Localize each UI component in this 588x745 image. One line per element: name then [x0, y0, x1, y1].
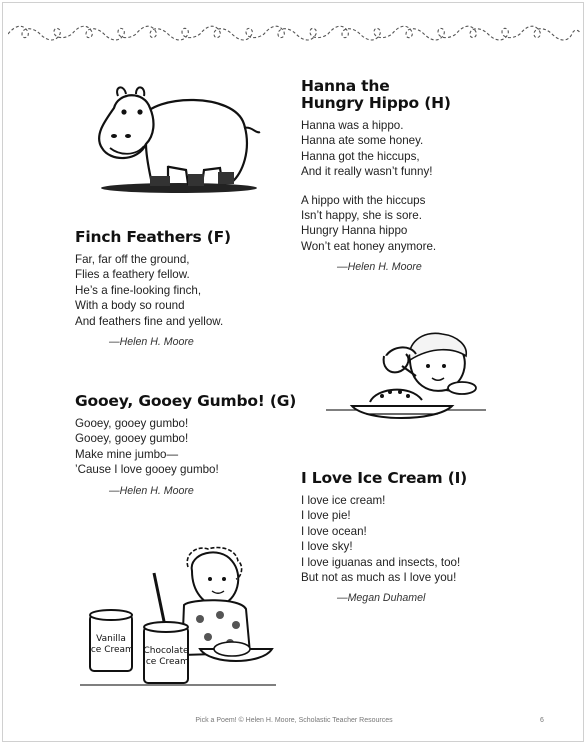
boy-eating-pie-illustration [326, 326, 486, 438]
hippo-illustration [84, 78, 266, 198]
poem-title: Gooey, Gooey Gumbo! (G) [75, 392, 297, 410]
footer-credit: Pick a Poem! © Helen H. Moore, Scholastic Teacher Resources [195, 717, 393, 724]
vanilla-label-line-1: Vanilla [96, 634, 126, 644]
poem-line: Make mine jumbo— [75, 447, 179, 461]
poem-author: —Megan Duhamel [337, 592, 426, 605]
poem-title-line: Hanna the [301, 77, 390, 95]
chocolate-label-line-1: Chocolate [143, 646, 189, 656]
poem-title-line: Hungry Hippo (H) [301, 94, 451, 112]
poem-gooey-gooey-gumbo [75, 393, 296, 497]
poem-i-love-ice-cream [301, 470, 467, 604]
poem-line: Hanna got the hiccups, [301, 149, 420, 163]
poem-author: —Helen H. Moore [109, 336, 194, 349]
page-footer [0, 717, 588, 729]
poem-hanna-the-hungry-hippo [301, 78, 451, 273]
poem-line: Gooey, gooey gumbo! [75, 417, 189, 430]
poem-lines [75, 252, 231, 329]
decorative-top-border [8, 22, 580, 46]
poem-line: I love iguanas and insects, too! [301, 555, 461, 569]
poem-line: Gooey, gooey gumbo! [75, 432, 189, 446]
poem-line: And it really wasn’t funny! [301, 165, 433, 179]
poem-line: I love sky! [301, 540, 353, 554]
poem-line: I love ice cream! [301, 494, 386, 507]
poem-line: I love ocean! [301, 524, 367, 538]
poem-author: —Helen H. Moore [337, 261, 422, 274]
girl-with-ice-cream-illustration [80, 545, 276, 693]
poem-lines [75, 416, 296, 478]
poem-title: Finch Feathers (F) [75, 228, 231, 246]
stanza-gap [301, 180, 451, 193]
vanilla-label-line-2: Ice Cream [88, 645, 134, 655]
poem-line: But not as much as I love you! [301, 571, 457, 585]
poem-title [301, 78, 451, 112]
poem-lines [301, 118, 451, 254]
poem-line: Hanna was a hippo. [301, 119, 404, 132]
poem-line: A hippo with the hiccups [301, 193, 426, 207]
poem-line: Won’t eat honey anymore. [301, 239, 437, 253]
page-number: 6 [540, 717, 544, 724]
poem-line: Far, far off the ground, [75, 253, 190, 266]
poem-line: And feathers fine and yellow. [75, 314, 224, 328]
poem-author: —Helen H. Moore [109, 484, 194, 497]
poem-line: Isn’t happy, she is sore. [301, 209, 422, 223]
poem-line: Hanna ate some honey. [301, 134, 424, 148]
poem-lines [301, 493, 467, 585]
poem-finch-feathers [75, 229, 231, 348]
poem-line: Flies a feathery fellow. [75, 268, 190, 282]
poem-line: With a body so round [75, 299, 185, 313]
chocolate-label-line-2: Ice Cream [143, 657, 189, 667]
poem-title: I Love Ice Cream (I) [301, 469, 468, 487]
poem-line: I love pie! [301, 509, 351, 523]
poem-line: Hungry Hanna hippo [301, 224, 408, 238]
poem-line: He’s a fine-looking finch, [75, 283, 202, 297]
poem-line: ’Cause I love gooey gumbo! [75, 463, 219, 477]
